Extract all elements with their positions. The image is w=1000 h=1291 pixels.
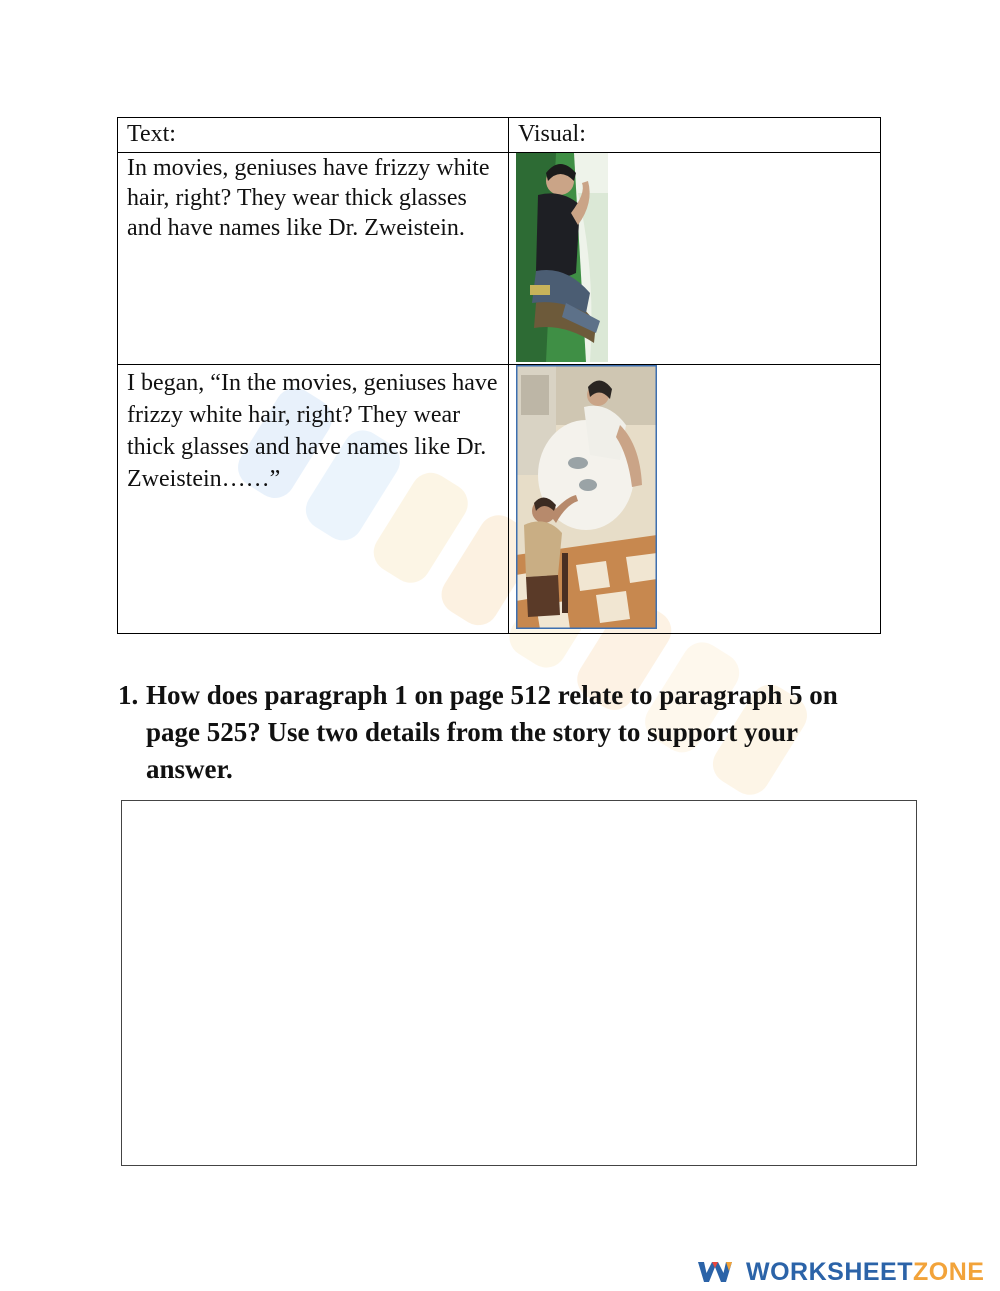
question-number: 1. (118, 680, 139, 710)
table-header-row (118, 118, 881, 153)
brand-wordmark (746, 1258, 984, 1287)
question-1 (118, 677, 878, 788)
table-row (118, 365, 881, 634)
header-text: Text: (118, 118, 509, 153)
brand-part2: ZONE (913, 1257, 985, 1286)
answer-box[interactable] (121, 800, 917, 1166)
row-text-cell: In movies, geniuses have frizzy white hair, right? They wear thick glasses and have names like Dr. Zweistein. (118, 153, 509, 365)
row-visual-cell (509, 365, 881, 634)
brand-part1: WORKSHEET (746, 1257, 913, 1286)
row-visual-cell (509, 153, 881, 365)
text-visual-table (117, 117, 881, 634)
table-row (118, 153, 881, 365)
w-logo-icon (696, 1259, 734, 1285)
family-at-table-illustration (516, 365, 657, 629)
worksheetzone-logo (696, 1255, 1000, 1289)
question-text: How does paragraph 1 on page 512 relate to paragraph 5 on page 525? Use two details from the story to support your answer. (146, 680, 838, 784)
boy-in-tree-illustration (516, 153, 608, 362)
header-visual: Visual: (509, 118, 881, 153)
row-text-cell: I began, “In the movies, geniuses have frizzy white hair, right? They wear thick glasses and have names like Dr. Zweistein……” (118, 365, 509, 634)
